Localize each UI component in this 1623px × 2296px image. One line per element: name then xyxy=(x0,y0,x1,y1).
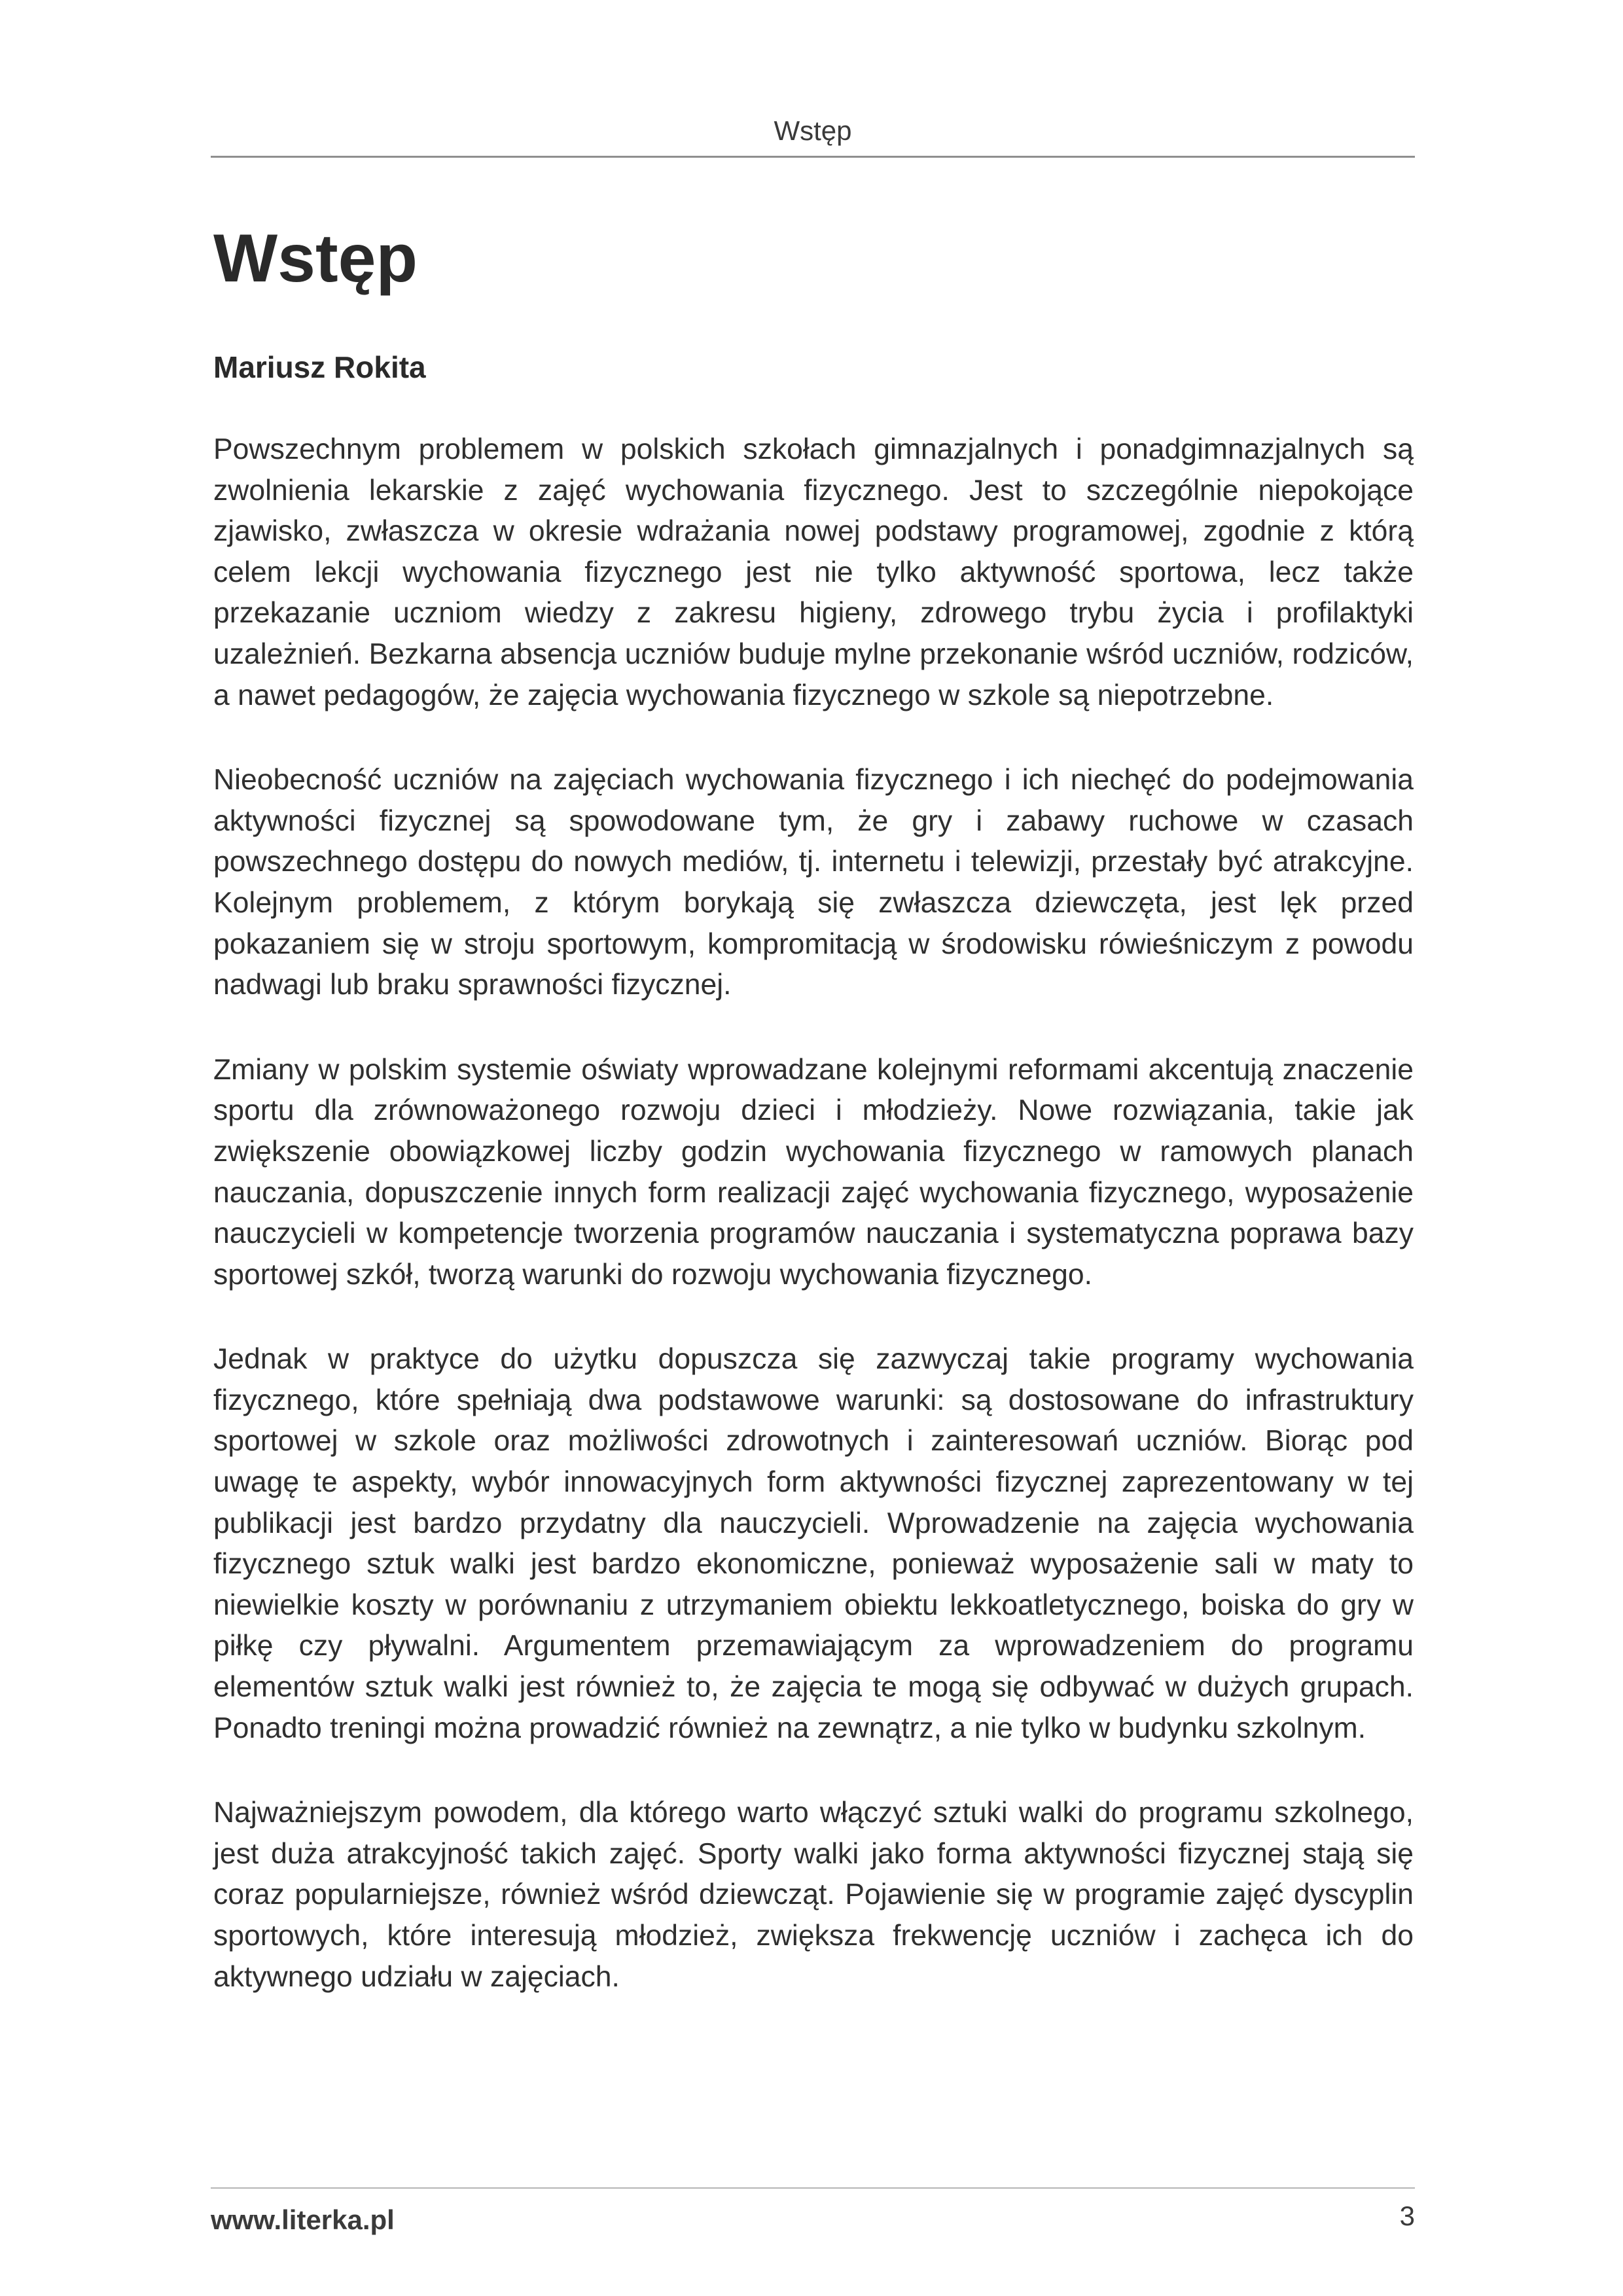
footer-website-link[interactable]: www.literka.pl xyxy=(211,2204,395,2235)
paragraph: Powszechnym problemem w polskich szkołach gimnazjalnych i ponadgimnazjalnych są zwolnienia lekarskie z zajęć wychowania fizycznego. Jest to szczególnie niepokojące zjawisko, zwłaszcza w okresie wdrażania nowej podstawy programowej, zgodnie z którą celem lekcji wychowania fizycznego jest nie tylko aktywność sportowa, lecz także przekazanie uczniom wiedzy z zakresu higieny, zdrowego trybu życia i profilaktyki uzależnień. Bezkarna absencja uczniów buduje mylne przekonanie wśród uczniów, rodziców, a nawet pedagogów, że zajęcia wychowania fizycznego w szkole są niepotrzebne. xyxy=(213,433,1414,711)
footer-divider xyxy=(211,2187,1415,2189)
paragraph: Nieobecność uczniów na zajęciach wychowania fizycznego i ich niechęć do podejmowania aktywności fizycznej są spowodowane tym, że gry i zabawy ruchowe w czasach powszechnego dostępu do nowych mediów, tj. internetu i telewizji, przestały być atrakcyjne. Kolejnym problemem, z którym borykają się zwłaszcza dziewczęta, jest lęk przed pokazaniem się w stroju sportowym, kompromitacją w środowisku rówieśniczym z powodu nadwagi lub braku sprawności fizycznej. xyxy=(213,764,1414,1001)
paragraph: Jednak w praktyce do użytku dopuszcza się zazwyczaj takie programy wychowania fizycznego, które spełniają dwa podstawowe warunki: są dostosowane do infrastruktury sportowej w szkole oraz możliwości zdrowotnych i zainteresowań uczniów. Biorąc pod uwagę te aspekty, wybór innowacyjnych form aktywności fizycznej zaprezentowany w tej publikacji jest bardzo przydatny dla nauczycieli. Wprowadzenie na zajęcia wychowania fizycznego sztuk walki jest bardzo ekonomiczne, ponieważ wyposażenie sali w maty to niewielkie koszty w porównaniu z utrzymaniem obiektu lekkoatletycznego, boiska do gry w piłkę czy pływalni. Argumentem przemawiającym za wprowadzeniem do programu elementów sztuk walki jest również to, że zajęcia te mogą się odbywać w dużych grupach. Ponadto treningi można prowadzić również na zewnątrz, a nie tylko w budynku szkolnym. xyxy=(213,1343,1414,1744)
paragraph: Najważniejszym powodem, dla którego warto włączyć sztuki walki do programu szkolnego, jest duża atrakcyjność takich zajęć. Sporty walki jako forma aktywności fizycznej stają się coraz popularniejsze, również wśród dziewcząt. Pojawienie się w programie zajęć dyscyplin sportowych, które interesują młodzież, zwiększa frekwencję uczniów i zachęca ich do aktywnego udziału w zajęciach. xyxy=(213,1797,1414,1993)
author-name: Mariusz Rokita xyxy=(213,350,426,384)
paragraph: Zmiany w polskim systemie oświaty wprowadzane kolejnymi reformami akcentują znaczenie sportu dla zrównoważonego rozwoju dzieci i młodzieży. Nowe rozwiązania, takie jak zwiększenie obowiązkowej liczby godzin wychowania fizycznego w ramowych planach nauczania, dopuszczenie innych form realizacji zajęć wychowania fizycznego, wyposażenie nauczycieli w kompetencje tworzenia programów nauczania i systematyczna poprawa bazy sportowej szkół, tworzą warunki do rozwoju wychowania fizycznego. xyxy=(213,1053,1414,1291)
header-divider xyxy=(211,156,1415,158)
article-body xyxy=(213,429,1414,2041)
running-header: Wstęp xyxy=(774,115,852,146)
page-number: 3 xyxy=(1399,2200,1415,2231)
page-title: Wstęp xyxy=(213,221,418,296)
